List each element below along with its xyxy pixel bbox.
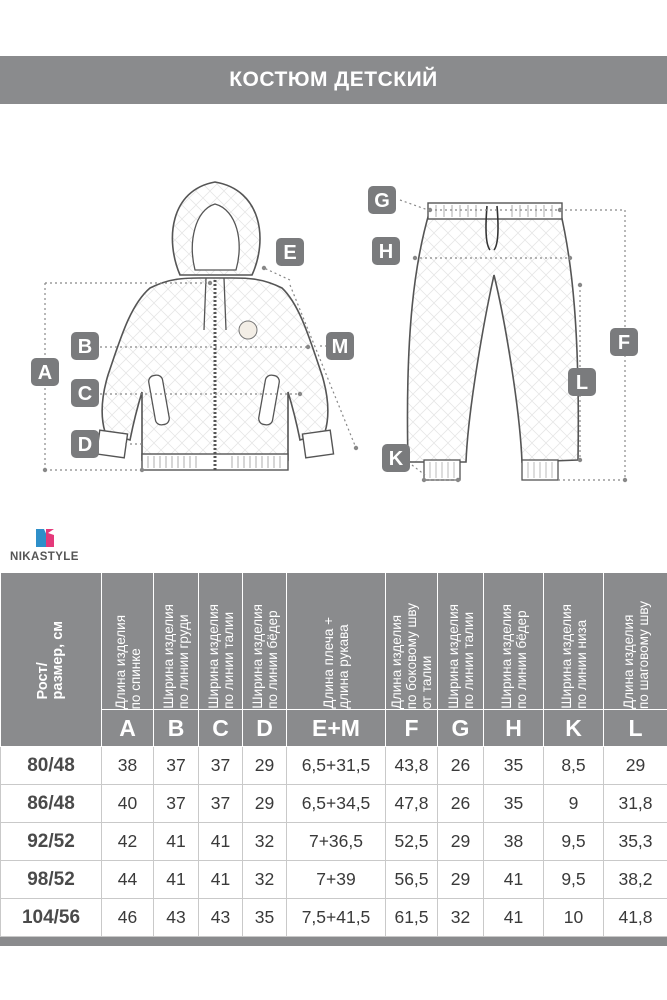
table-cell: 44: [102, 861, 154, 899]
label-D: [71, 430, 99, 458]
table-cell: 52,5: [386, 823, 438, 861]
table-cell: 7+36,5: [287, 823, 386, 861]
label-F: [610, 328, 638, 356]
col-letter-G: G: [438, 710, 484, 747]
table-cell: 10: [544, 899, 604, 937]
table-cell: 37: [199, 747, 243, 785]
label-L: [568, 368, 596, 396]
col-letter-EM: E+M: [287, 710, 386, 747]
page-title: КОСТЮМ ДЕТСКИЙ: [0, 56, 667, 104]
table-cell: 26: [438, 785, 484, 823]
table-cell: 37: [199, 785, 243, 823]
table-cell: 37: [154, 785, 199, 823]
table-cell: 26: [438, 747, 484, 785]
table-cell: 6,5+31,5: [287, 747, 386, 785]
label-H: [372, 237, 400, 265]
label-E: [276, 238, 304, 266]
label-A: [31, 358, 59, 386]
table-cell: 9,5: [544, 861, 604, 899]
table-cell: 29: [604, 747, 667, 785]
table-cell: 43: [154, 899, 199, 937]
svg-text:A: A: [37, 362, 53, 384]
size-column-header: [1, 573, 102, 747]
size-cell: 86/48: [1, 785, 102, 823]
brand-name: NIKASTYLE: [10, 551, 79, 563]
table-cell: 9: [544, 785, 604, 823]
col-header-D: Ширина изделия по линии бёдер: [243, 573, 287, 710]
col-letter-K: K: [544, 710, 604, 747]
table-cell: 6,5+34,5: [287, 785, 386, 823]
table-cell: 37: [154, 747, 199, 785]
table-cell: 35,3: [604, 823, 667, 861]
table-cell: 46: [102, 899, 154, 937]
col-header-H: Ширина изделия по линии бёдер: [484, 573, 544, 710]
table-cell: 41: [154, 823, 199, 861]
table-cell: 40: [102, 785, 154, 823]
col-header-A: Длина изделия по спинке: [102, 573, 154, 710]
col-letter-H: H: [484, 710, 544, 747]
table-cell: 61,5: [386, 899, 438, 937]
svg-text:K: K: [388, 448, 404, 470]
size-column-label: Рост/ размер, см: [35, 620, 66, 700]
svg-text:D: D: [77, 434, 93, 456]
label-G: [368, 186, 396, 214]
size-table: [0, 572, 667, 937]
size-cell: 92/52: [1, 823, 102, 861]
table-cell: 47,8: [386, 785, 438, 823]
table-cell: 41: [484, 861, 544, 899]
table-cell: 29: [438, 861, 484, 899]
table-row: [1, 823, 667, 861]
col-letter-F: F: [386, 710, 438, 747]
table-cell: 38: [484, 823, 544, 861]
garment-diagram: [0, 170, 667, 490]
table-cell: 35: [243, 899, 287, 937]
col-letter-B: B: [154, 710, 199, 747]
table-cell: 41: [199, 861, 243, 899]
table-cell: 29: [243, 747, 287, 785]
svg-text:M: M: [331, 336, 349, 358]
col-header-G: Ширина изделия по линии талии: [438, 573, 484, 710]
size-cell: 98/52: [1, 861, 102, 899]
table-row: [1, 861, 667, 899]
table-cell: 35: [484, 747, 544, 785]
size-cell: 104/56: [1, 899, 102, 937]
table-cell: 31,8: [604, 785, 667, 823]
table-cell: 8,5: [544, 747, 604, 785]
col-header-F: Длина изделия по боковому шву от талии: [386, 573, 438, 710]
label-K: [382, 444, 410, 472]
col-header-B: Ширина изделия по линии груди: [154, 573, 199, 710]
table-cell: 7+39: [287, 861, 386, 899]
table-row: [1, 747, 667, 785]
svg-text:L: L: [575, 372, 589, 394]
jacket-drawing: [96, 182, 333, 470]
table-cell: 41: [154, 861, 199, 899]
size-cell: 80/48: [1, 747, 102, 785]
table-cell: 32: [438, 899, 484, 937]
table-cell: 32: [243, 823, 287, 861]
table-cell: 42: [102, 823, 154, 861]
col-letter-L: L: [604, 710, 667, 747]
svg-text:B: B: [77, 336, 93, 358]
pants-drawing: [407, 203, 578, 480]
table-cell: 38: [102, 747, 154, 785]
footer-bar: [0, 937, 667, 946]
col-header-EM: Длина плеча + длина рукава: [287, 573, 386, 710]
label-B: [71, 332, 99, 360]
col-letter-A: A: [102, 710, 154, 747]
table-cell: 7,5+41,5: [287, 899, 386, 937]
col-header-C: Ширина изделия по линии талии: [199, 573, 243, 710]
table-cell: 29: [243, 785, 287, 823]
table-cell: 41,8: [604, 899, 667, 937]
table-row: [1, 899, 667, 937]
col-letter-C: C: [199, 710, 243, 747]
brand-logo: [10, 527, 110, 571]
table-cell: 41: [484, 899, 544, 937]
table-cell: 43,8: [386, 747, 438, 785]
table-cell: 35: [484, 785, 544, 823]
svg-text:H: H: [378, 241, 394, 263]
table-cell: 56,5: [386, 861, 438, 899]
table-cell: 43: [199, 899, 243, 937]
col-header-L: Длина изделия по шаговому шву: [604, 573, 667, 710]
table-cell: 32: [243, 861, 287, 899]
svg-text:G: G: [374, 190, 390, 212]
col-letter-D: D: [243, 710, 287, 747]
svg-text:E: E: [283, 242, 297, 264]
table-cell: 29: [438, 823, 484, 861]
table-cell: 9,5: [544, 823, 604, 861]
label-M: [326, 332, 354, 360]
svg-text:F: F: [617, 332, 631, 354]
col-header-K: Ширина изделия по линии низа: [544, 573, 604, 710]
label-C: [71, 379, 99, 407]
table-cell: 38,2: [604, 861, 667, 899]
table-cell: 41: [199, 823, 243, 861]
table-row: [1, 785, 667, 823]
svg-text:C: C: [77, 383, 93, 405]
